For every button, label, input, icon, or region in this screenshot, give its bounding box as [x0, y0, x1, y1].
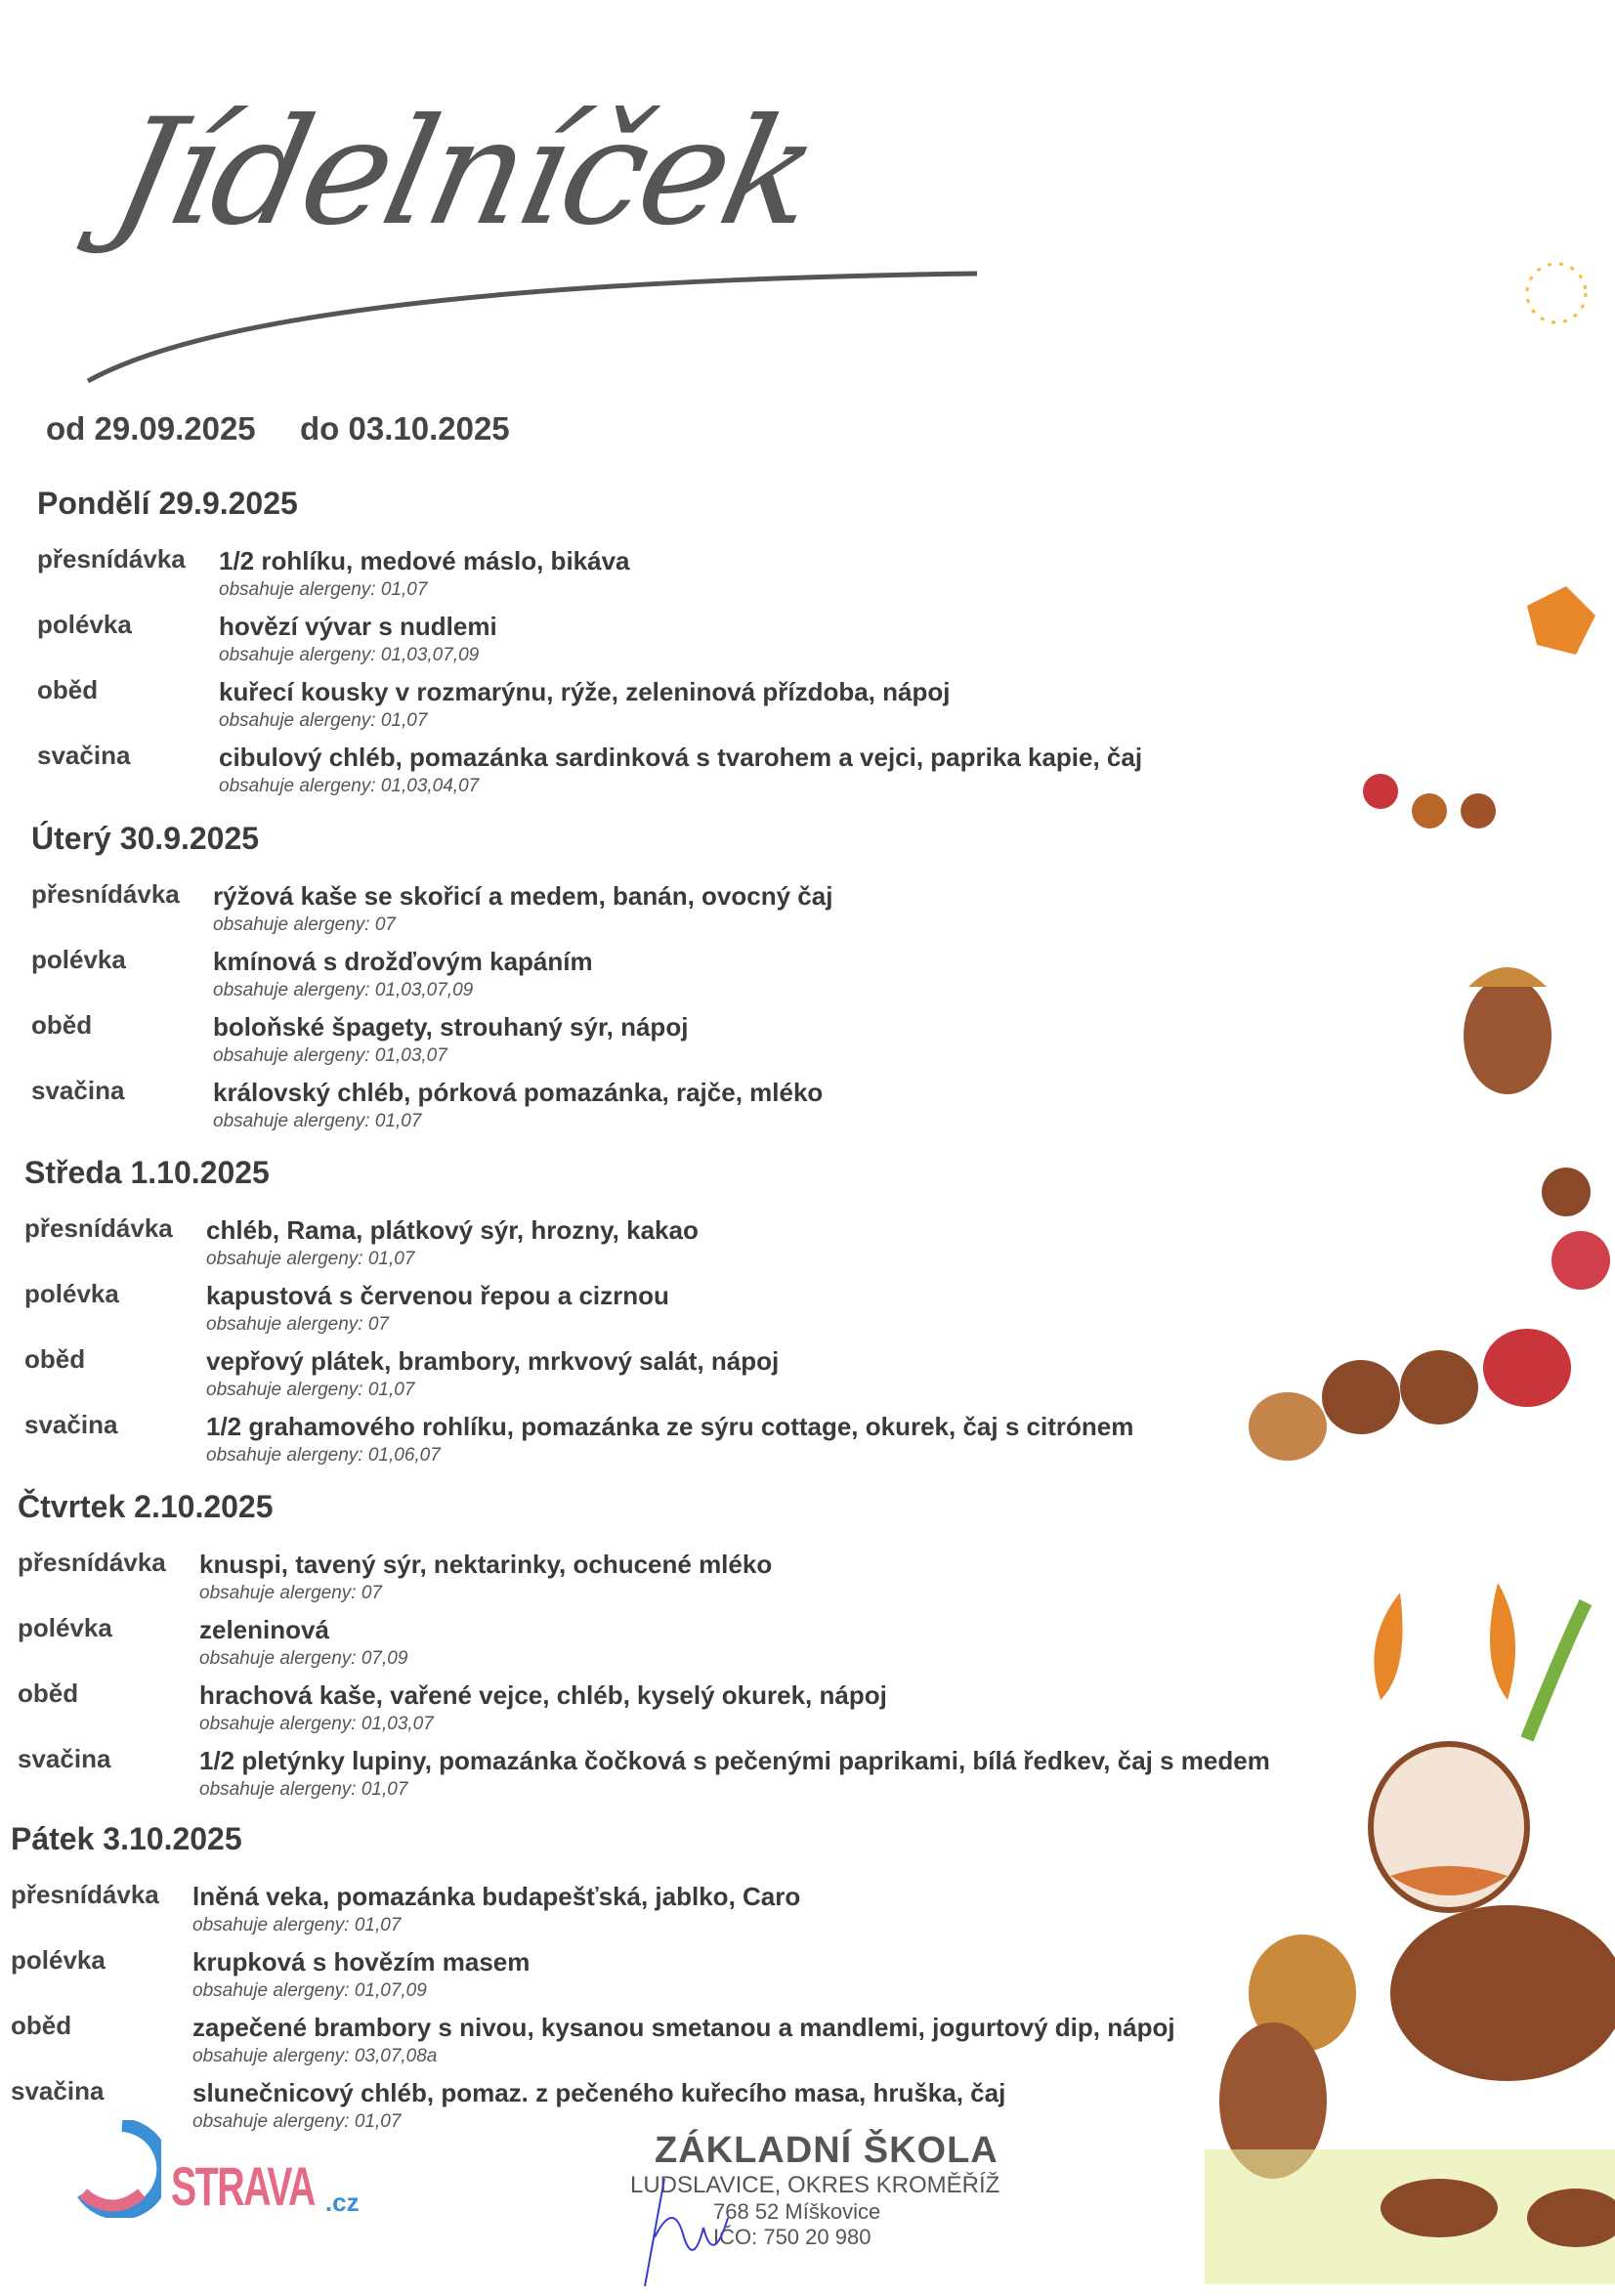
meal-allergens: obsahuje alergeny: 01,07	[219, 710, 428, 731]
day-heading: Středa 1.10.2025	[24, 1155, 270, 1190]
meal-type-label: přesnídávka	[18, 1548, 166, 1577]
meal-row	[24, 1410, 1295, 1474]
day-section	[31, 821, 1301, 1153]
meal-food: 1/2 rohlíku, medové máslo, bikáva	[219, 546, 630, 575]
meal-allergens: obsahuje alergeny: 07	[199, 1583, 382, 1603]
stamp-postcode: 768 52 Míškovice	[713, 2199, 881, 2224]
meal-type-label: oběd	[18, 1679, 79, 1708]
meal-allergens: obsahuje alergeny: 01,07	[199, 1779, 408, 1800]
meal-row	[24, 1279, 1295, 1343]
meal-food: slunečnicový chléb, pomaz. z pečeného kuřecího masa, hruška, čaj	[192, 2078, 1006, 2107]
meal-type-label: přesnídávka	[24, 1213, 173, 1243]
meal-type-label: oběd	[24, 1344, 86, 1374]
meal-food: královský chléb, pórková pomazánka, rajče, mléko	[213, 1078, 824, 1107]
meal-row	[11, 2011, 1281, 2075]
meal-food: boloňské špagety, strouhaný sýr, nápoj	[213, 1012, 689, 1042]
meal-row	[18, 1679, 1288, 1743]
meal-row	[37, 544, 1307, 609]
meal-food: kapustová s červenou řepou a cizrnou	[206, 1281, 669, 1310]
meal-type-label: polévka	[11, 1945, 106, 1975]
stamp-school-name: ZÁKLADNÍ ŠKOLA	[655, 2130, 999, 2171]
strava-logo-suffix: .cz	[324, 2188, 360, 2217]
strava-logo	[73, 2120, 360, 2218]
meal-row	[18, 1548, 1288, 1612]
meal-allergens: obsahuje alergeny: 01,07	[219, 579, 428, 600]
meal-type-label: oběd	[31, 1010, 93, 1040]
meal-type-label: polévka	[24, 1279, 119, 1308]
meal-type-label: přesnídávka	[11, 1880, 159, 1909]
meal-row	[18, 1744, 1288, 1808]
meal-type-label: oběd	[11, 2011, 72, 2040]
meal-allergens: obsahuje alergeny: 01,06,07	[206, 1445, 441, 1466]
meal-row	[37, 741, 1307, 805]
day-section	[24, 1155, 1295, 1487]
meal-food: cibulový chléb, pomazánka sardinková s tvarohem a vejci, paprika kapie, čaj	[219, 743, 1143, 772]
date-from: od 29.09.2025	[46, 410, 256, 446]
meal-type-label: svačina	[37, 741, 131, 770]
meal-allergens: obsahuje alergeny: 03,07,08a	[192, 2046, 438, 2066]
meal-type-label: svačina	[24, 1410, 118, 1439]
meal-type-label: svačina	[18, 1744, 111, 1773]
meal-type-label: přesnídávka	[31, 879, 180, 909]
title-swash-decoration	[68, 244, 987, 391]
meal-row	[24, 1213, 1295, 1278]
meal-type-label: přesnídávka	[37, 544, 186, 574]
meal-allergens: obsahuje alergeny: 01,07	[206, 1380, 415, 1400]
meal-allergens: obsahuje alergeny: 07	[206, 1314, 389, 1335]
menu-title: Jídelníček	[99, 88, 829, 258]
meal-allergens: obsahuje alergeny: 01,07	[192, 2111, 402, 2132]
meal-type-label: svačina	[11, 2076, 105, 2105]
meal-food: kuřecí kousky v rozmarýnu, rýže, zeleninová přízdoba, nápoj	[219, 677, 951, 706]
day-heading: Čtvrtek 2.10.2025	[18, 1489, 274, 1524]
autumn-chestnut-illustration	[1205, 0, 1615, 2284]
date-to: do 03.10.2025	[300, 410, 510, 446]
meal-row	[18, 1613, 1288, 1678]
meal-type-label: polévka	[31, 945, 126, 974]
meal-allergens: obsahuje alergeny: 01,03,07	[213, 1045, 447, 1066]
meal-allergens: obsahuje alergeny: 01,03,07,09	[213, 980, 474, 1000]
meal-allergens: obsahuje alergeny: 01,03,04,07	[219, 776, 480, 796]
meal-food: lněná veka, pomazánka budapešťská, jablko, Caro	[192, 1882, 801, 1911]
meal-food: knuspi, tavený sýr, nektarinky, ochucené mléko	[199, 1550, 773, 1579]
meal-food: rýžová kaše se skořicí a medem, banán, ovocný čaj	[213, 881, 833, 911]
meal-allergens: obsahuje alergeny: 07,09	[199, 1648, 408, 1669]
meal-food: 1/2 pletýnky lupiny, pomazánka čočková s pečenými paprikami, bílá ředkev, čaj s medem	[199, 1746, 1270, 1775]
meal-allergens: obsahuje alergeny: 01,07	[192, 1915, 402, 1935]
meal-allergens: obsahuje alergeny: 01,03,07	[199, 1714, 434, 1734]
day-section	[11, 1821, 1281, 2153]
stamp-ico: IČO: 750 20 980	[713, 2225, 871, 2249]
meal-allergens: obsahuje alergeny: 01,07	[213, 1111, 422, 1131]
meal-row	[11, 1880, 1281, 1944]
meal-type-label: polévka	[18, 1613, 112, 1642]
meal-type-label: svačina	[31, 1076, 125, 1105]
stamp-address: LUDSLAVICE, OKRES KROMĚŘÍŽ	[630, 2172, 1000, 2198]
meal-food: hrachová kaše, vařené vejce, chléb, kyselý okurek, nápoj	[199, 1680, 887, 1710]
day-heading: Pondělí 29.9.2025	[37, 486, 298, 521]
meal-food: zeleninová	[199, 1615, 329, 1644]
day-heading: Pátek 3.10.2025	[11, 1821, 242, 1856]
day-section	[18, 1489, 1288, 1821]
meal-food: zapečené brambory s nivou, kysanou smetanou a mandlemi, jogurtový dip, nápoj	[192, 2013, 1175, 2042]
meal-row	[31, 1010, 1301, 1075]
meal-allergens: obsahuje alergeny: 01,07	[206, 1249, 415, 1269]
meal-food: vepřový plátek, brambory, mrkvový salát, nápoj	[206, 1346, 780, 1376]
meal-food: krupková s hovězím masem	[192, 1947, 531, 1977]
meal-row	[31, 879, 1301, 944]
meal-allergens: obsahuje alergeny: 01,03,07,09	[219, 645, 480, 665]
day-heading: Úterý 30.9.2025	[31, 821, 260, 856]
meal-type-label: polévka	[37, 610, 132, 639]
strava-logo-text: STRAVA	[171, 2155, 315, 2217]
meal-row	[37, 675, 1307, 740]
signature	[625, 2149, 733, 2296]
school-stamp	[625, 2130, 999, 2250]
meal-food: 1/2 grahamového rohlíku, pomazánka ze sýru cottage, okurek, čaj s citrónem	[206, 1412, 1134, 1441]
day-section	[37, 486, 1307, 818]
meal-allergens: obsahuje alergeny: 07	[213, 914, 396, 935]
meal-food: chléb, Rama, plátkový sýr, hrozny, kakao	[206, 1215, 699, 1245]
meal-row	[24, 1344, 1295, 1409]
meal-allergens: obsahuje alergeny: 01,07,09	[192, 1980, 427, 2001]
strava-swirl-icon	[73, 2120, 161, 2218]
meal-type-label: oběd	[37, 675, 99, 704]
meal-row	[31, 945, 1301, 1009]
meal-row	[11, 1945, 1281, 2010]
meal-row	[31, 1076, 1301, 1140]
meal-row	[37, 610, 1307, 674]
meal-food: kmínová s drožďovým kapáním	[213, 947, 593, 976]
meal-food: hovězí vývar s nudlemi	[219, 612, 497, 641]
